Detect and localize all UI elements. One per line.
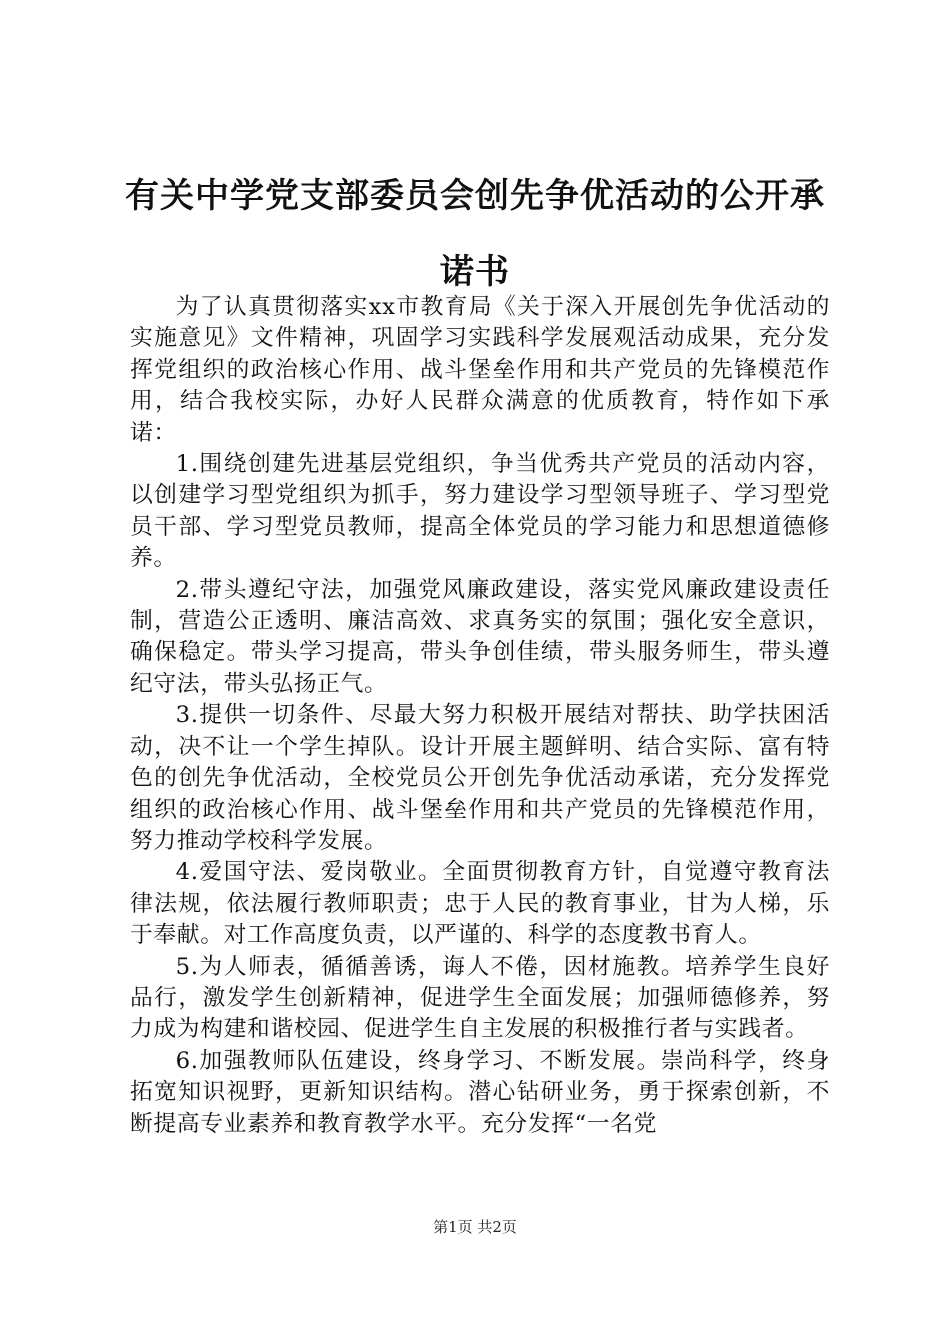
commitment-item-2: 2.带头遵纪守法，加强党风廉政建设，落实党风廉政建设责任制，营造公正透明、廉洁高效、求真务实的氛围；强化安全意识，确保稳定。带头学习提高，带头争创佳绩，带头服务师生，带头遵纪守法，带头弘扬正气。	[130, 576, 830, 697]
commitment-item-6: 6.加强教师队伍建设，终身学习、不断发展。崇尚科学，终身拓宽知识视野，更新知识结构。潜心钻研业务，勇于探索创新，不断提高专业素养和教育教学水平。充分发挥“一名党	[130, 1047, 830, 1137]
document-body	[130, 292, 830, 1140]
page-number-footer: 第1页 共2页	[433, 1218, 517, 1236]
commitment-item-3: 3.提供一切条件、尽最大努力积极开展结对帮扶、助学扶困活动，决不让一个学生掉队。设计开展主题鲜明、结合实际、富有特色的创先争优活动，全校党员公开创先争优活动承诺，充分发挥党组织的政治核心作用、战斗堡垒作用和共产党员的先锋模范作用，努力推动学校科学发展。	[130, 702, 830, 854]
commitment-item-5: 5.为人师表，循循善诱，诲人不倦，因材施教。培养学生良好品行，激发学生创新精神，促进学生全面发展；加强师德修养，努力成为构建和谐校园、促进学生自主发展的积极推行者与实践者。	[130, 953, 830, 1043]
document-title: 有关中学党支部委员会创先争优活动的公开承诺书	[125, 176, 825, 292]
intro-paragraph: 为了认真贯彻落实xx市教育局《关于深入开展创先争优活动的实施意见》文件精神，巩固学习实践科学发展观活动成果，充分发挥党组织的政治核心作用、战斗堡垒作用和共产党员的先锋模范作用，结合我校实际，办好人民群众满意的优质教育，特作如下承诺：	[130, 294, 830, 446]
commitment-item-4: 4.爱国守法、爱岗敬业。全面贯彻教育方针，自觉遵守教育法律法规，依法履行教师职责；忠于人民的教育事业，甘为人梯，乐于奉献。对工作高度负责，以严谨的、科学的态度教书育人。	[130, 859, 830, 949]
commitment-item-1: 1.围绕创建先进基层党组织，争当优秀共产党员的活动内容，以创建学习型党组织为抓手，努力建设学习型领导班子、学习型党员干部、学习型党员教师，提高全体党员的学习能力和思想道德修养。	[130, 451, 830, 572]
